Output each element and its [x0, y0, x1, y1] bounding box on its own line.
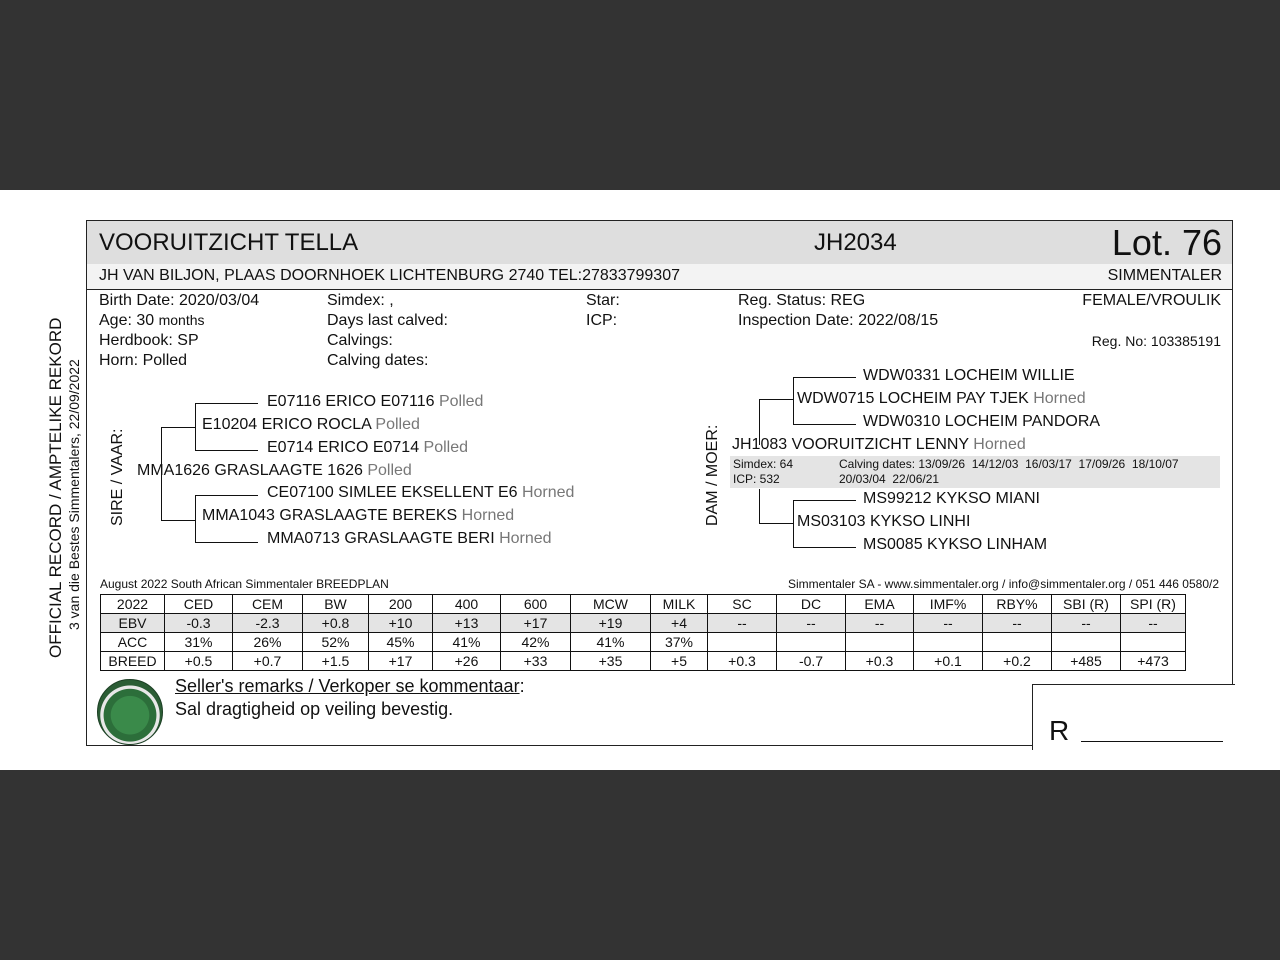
- ebv-cell: --: [708, 614, 777, 633]
- inspection-date: Inspection Date: 2022/08/15: [738, 312, 939, 329]
- breed-cell: -0.7: [777, 652, 846, 671]
- days-last-calved: Days last calved:: [327, 312, 448, 329]
- star: Star:: [586, 292, 620, 309]
- dam-sire-horn: Horned: [1033, 390, 1086, 407]
- horn-status: Horn: Polled: [99, 352, 188, 369]
- price-line[interactable]: [1081, 741, 1223, 742]
- ebv-header-cell: EMA: [846, 595, 914, 614]
- ebv-table: [100, 594, 1186, 671]
- ebv-cell: --: [846, 614, 914, 633]
- official-record-label: OFFICIAL RECORD / AMPTELIKE REKORD: [46, 317, 65, 658]
- ebv-header-cell: RBY%: [983, 595, 1052, 614]
- price-box: [1032, 684, 1235, 750]
- ebv-cell: --: [983, 614, 1052, 633]
- animal-name: VOORUITZICHT TELLA: [99, 229, 359, 256]
- ebv-cell: --: [777, 614, 846, 633]
- sire-horn: Polled: [367, 462, 412, 479]
- reg-number: Reg. No: 103385191: [1091, 333, 1221, 349]
- acc-cell: 52%: [303, 633, 369, 652]
- ebv-header-cell: 200: [369, 595, 433, 614]
- dam-sire-sire: WDW0331 LOCHEIM WILLIE: [863, 367, 1075, 384]
- dam-icp: ICP: 532: [733, 472, 780, 486]
- breedplan-contact: Simmentaler SA - www.simmentaler.org / info@simmentaler.org / 051 446 0580/2: [787, 577, 1219, 591]
- breed-cell: +1.5: [303, 652, 369, 671]
- sire-dam-name: MMA1043 GRASLAAGTE BEREKS: [202, 507, 458, 524]
- herdbook: Herdbook: SP: [99, 332, 199, 349]
- ebv-header-cell: SPI (R): [1121, 595, 1186, 614]
- ebv-row: [101, 614, 1186, 633]
- breed-cell: +0.2: [983, 652, 1052, 671]
- dam-calving-dates-2: 20/03/04 22/06/21: [839, 472, 940, 486]
- acc-cell: [708, 633, 777, 652]
- remarks-text: Sal dragtigheid op veiling bevestig.: [175, 699, 454, 719]
- ebv-cell: -0.3: [165, 614, 233, 633]
- acc-row: [101, 633, 1186, 652]
- ebv-cell: +0.8: [303, 614, 369, 633]
- breed-cell: +0.3: [846, 652, 914, 671]
- owner-bar: [87, 264, 1232, 290]
- breed-label: SIMMENTALER: [1107, 267, 1222, 284]
- acc-cell: ACC: [101, 633, 165, 652]
- icp: ICP:: [586, 312, 618, 329]
- dam: [732, 436, 1026, 454]
- sire-sire-sire: [267, 393, 483, 411]
- ebv-cell: EBV: [101, 614, 165, 633]
- sire-dam-dam-name: MMA0713 GRASLAAGTE BERI: [267, 530, 495, 547]
- reg-status: Reg. Status: REG: [738, 292, 866, 309]
- sire-dam-dam-horn: Horned: [499, 530, 552, 547]
- breed-cell: BREED: [101, 652, 165, 671]
- simmentaler-logo-icon: [97, 679, 163, 745]
- sire-sire-sire-name: E07116 ERICO E07116: [267, 393, 435, 410]
- breed-cell: +0.7: [233, 652, 303, 671]
- dam-label: DAM / MOER:: [704, 424, 721, 526]
- ebv-header-cell: BW: [303, 595, 369, 614]
- owner-info: JH VAN BILJON, PLAAS DOORNHOEK LICHTENBURG 2740 TEL:27833799307: [99, 267, 680, 284]
- ebv-cell: -2.3: [233, 614, 303, 633]
- acc-cell: 41%: [433, 633, 501, 652]
- dam-lower-line: [759, 489, 794, 524]
- sire-sire-dam: [267, 439, 468, 457]
- birth-date: Birth Date: 2020/03/04: [99, 292, 260, 309]
- catalogue-page: [0, 190, 1280, 770]
- breed-cell: +0.3: [708, 652, 777, 671]
- sire-label: SIRE / VAAR:: [109, 428, 126, 526]
- acc-cell: [777, 633, 846, 652]
- sire-dam-sire-name: CE07100 SIMLEE EKSELLENT E6: [267, 484, 518, 501]
- ebv-cell: --: [914, 614, 983, 633]
- ebv-header-cell: CEM: [233, 595, 303, 614]
- sire-sire-sire-horn: Polled: [438, 393, 484, 410]
- acc-cell: 41%: [571, 633, 651, 652]
- dam-simdex: Simdex: 64: [733, 457, 794, 471]
- ebv-header-cell: 400: [433, 595, 501, 614]
- acc-cell: [914, 633, 983, 652]
- breed-cell: +485: [1052, 652, 1121, 671]
- price-label: R: [1049, 715, 1070, 746]
- sex: FEMALE/VROULIK: [1082, 292, 1221, 309]
- remarks-title-text: Seller's remarks / Verkoper se kommentaar: [175, 676, 520, 696]
- ebv-cell: +17: [501, 614, 571, 633]
- ebv-header-cell: CED: [165, 595, 233, 614]
- breedplan-title: August 2022 South African Simmentaler BREEDPLAN: [100, 577, 389, 591]
- acc-cell: 37%: [651, 633, 708, 652]
- acc-cell: [983, 633, 1052, 652]
- lot-card: [86, 220, 1233, 746]
- acc-cell: 42%: [501, 633, 571, 652]
- acc-cell: [1121, 633, 1186, 652]
- breed-cell: +33: [501, 652, 571, 671]
- sale-info-label: 3 van die Bestes Simmentalers, 22/09/2022: [66, 359, 82, 630]
- dam-sire-name: WDW0715 LOCHEIM PAY TJEK: [797, 390, 1029, 407]
- sire-dam-sire-horn: Horned: [521, 484, 575, 501]
- ebv-header-cell: DC: [777, 595, 846, 614]
- ebv-header-row: [101, 595, 1186, 614]
- ebv-cell: +10: [369, 614, 433, 633]
- dam-sire-dam: WDW0310 LOCHEIM PANDORA: [863, 413, 1101, 430]
- calving-dates: Calving dates:: [327, 352, 429, 369]
- sire-sire-dam-horn: Polled: [423, 439, 469, 456]
- ebv-header-cell: SC: [708, 595, 777, 614]
- acc-cell: 31%: [165, 633, 233, 652]
- sire-name: MMA1626 GRASLAAGTE 1626: [137, 462, 363, 479]
- simdex: Simdex: ,: [327, 292, 394, 309]
- sire-sire-name: E10204 ERICO ROCLA: [202, 416, 371, 433]
- ebv-header-cell: MILK: [651, 595, 708, 614]
- breed-cell: +473: [1121, 652, 1186, 671]
- dam-name: JH1083 VOORUITZICHT LENNY: [732, 436, 969, 453]
- sire-dam-horn: Horned: [461, 507, 515, 524]
- sire-dam: [202, 507, 514, 525]
- ebv-cell: --: [1121, 614, 1186, 633]
- calvings: Calvings:: [327, 332, 393, 349]
- sire: [137, 462, 412, 480]
- sire-sire-horn: Polled: [375, 416, 420, 433]
- card-header: [87, 221, 1232, 265]
- acc-cell: [1052, 633, 1121, 652]
- sire-dam-dam: [267, 530, 552, 548]
- dam-calving-dates-1: Calving dates: 13/09/26 14/12/03 16/03/17 17/09/26 18/10/07: [839, 457, 1179, 471]
- dam-dam-sire: MS99212 KYKSO MIANI: [863, 490, 1040, 507]
- acc-cell: [846, 633, 914, 652]
- dam-sire: [797, 390, 1086, 408]
- dam-dam: MS03103 KYKSO LINHI: [797, 513, 971, 530]
- ebv-header-cell: SBI (R): [1052, 595, 1121, 614]
- sire-sire-dam-name: E0714 ERICO E0714: [267, 439, 420, 456]
- breed-cell: +0.5: [165, 652, 233, 671]
- ebv-header-cell: MCW: [571, 595, 651, 614]
- ebv-cell: +4: [651, 614, 708, 633]
- remarks-colon: :: [519, 676, 525, 696]
- lot-number: Lot. 76: [1111, 222, 1222, 263]
- breed-cell: +35: [571, 652, 651, 671]
- ebv-header-cell: IMF%: [914, 595, 983, 614]
- remarks-title: [175, 676, 525, 697]
- age: [99, 312, 205, 330]
- acc-cell: 45%: [369, 633, 433, 652]
- breed-cell: +5: [651, 652, 708, 671]
- ebv-cell: +13: [433, 614, 501, 633]
- age-value: Age: 30: [99, 312, 155, 329]
- age-unit: months: [158, 312, 205, 328]
- breed-row: [101, 652, 1186, 671]
- breed-cell: +17: [369, 652, 433, 671]
- dam-horn: Horned: [973, 436, 1026, 453]
- acc-cell: 26%: [233, 633, 303, 652]
- breed-cell: +0.1: [914, 652, 983, 671]
- ebv-cell: +19: [571, 614, 651, 633]
- ebv-header-cell: 600: [501, 595, 571, 614]
- animal-code: JH2034: [814, 229, 897, 256]
- dam-dam-dam: MS0085 KYKSO LINHAM: [863, 536, 1048, 553]
- breed-cell: +26: [433, 652, 501, 671]
- ebv-cell: --: [1052, 614, 1121, 633]
- ebv-header-cell: 2022: [101, 595, 165, 614]
- sire-sire: [202, 416, 420, 434]
- sire-dam-sire: [267, 484, 574, 502]
